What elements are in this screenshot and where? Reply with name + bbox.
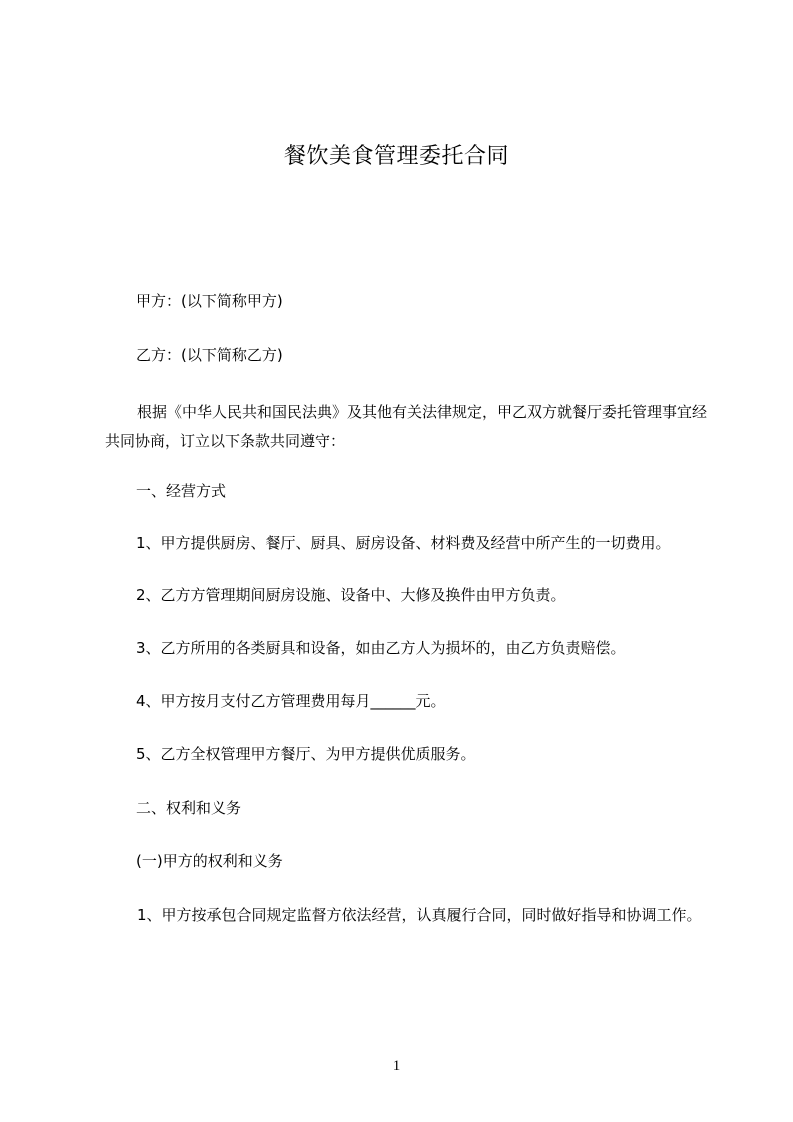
section-1-item-3: 3、乙方所用的各类厨具和设备，如由乙方人为损坏的，由乙方负责赔偿。 [136, 639, 626, 657]
page-number: 1 [392, 1058, 401, 1074]
section-2-subheading: (一)甲方的权利和义务 [136, 852, 283, 870]
section-1-item-2: 2、乙方方管理期间厨房设施、设备中、大修及换件由甲方负责。 [136, 586, 566, 604]
party-b-line: 乙方：(以下简称乙方) [136, 346, 283, 364]
section-1-item-1: 1、甲方提供厨房、餐厅、厨具、厨房设备、材料费及经营中所产生的一切费用。 [136, 534, 671, 552]
preamble-paragraph: 根据《中华人民共和国民法典》及其他有关法律规定，甲乙双方就餐厅委托管理事宜经共同协商，订立以下条款共同遵守： [105, 403, 708, 450]
party-a-line: 甲方：(以下简称甲方) [136, 292, 283, 310]
section-1-heading: 一、经营方式 [136, 482, 227, 500]
document-title: 餐饮美食管理委托合同 [283, 144, 509, 169]
section-2-item-1: 1、甲方按承包合同规定监督方依法经营，认真履行合同，同时做好指导和协调工作。 [137, 906, 702, 924]
section-2-heading: 二、权利和义务 [136, 799, 242, 817]
section-1-item-5: 5、乙方全权管理甲方餐厅、为甲方提供优质服务。 [136, 745, 476, 763]
section-1-item-4: 4、甲方按月支付乙方管理费用每月______元。 [136, 692, 446, 710]
